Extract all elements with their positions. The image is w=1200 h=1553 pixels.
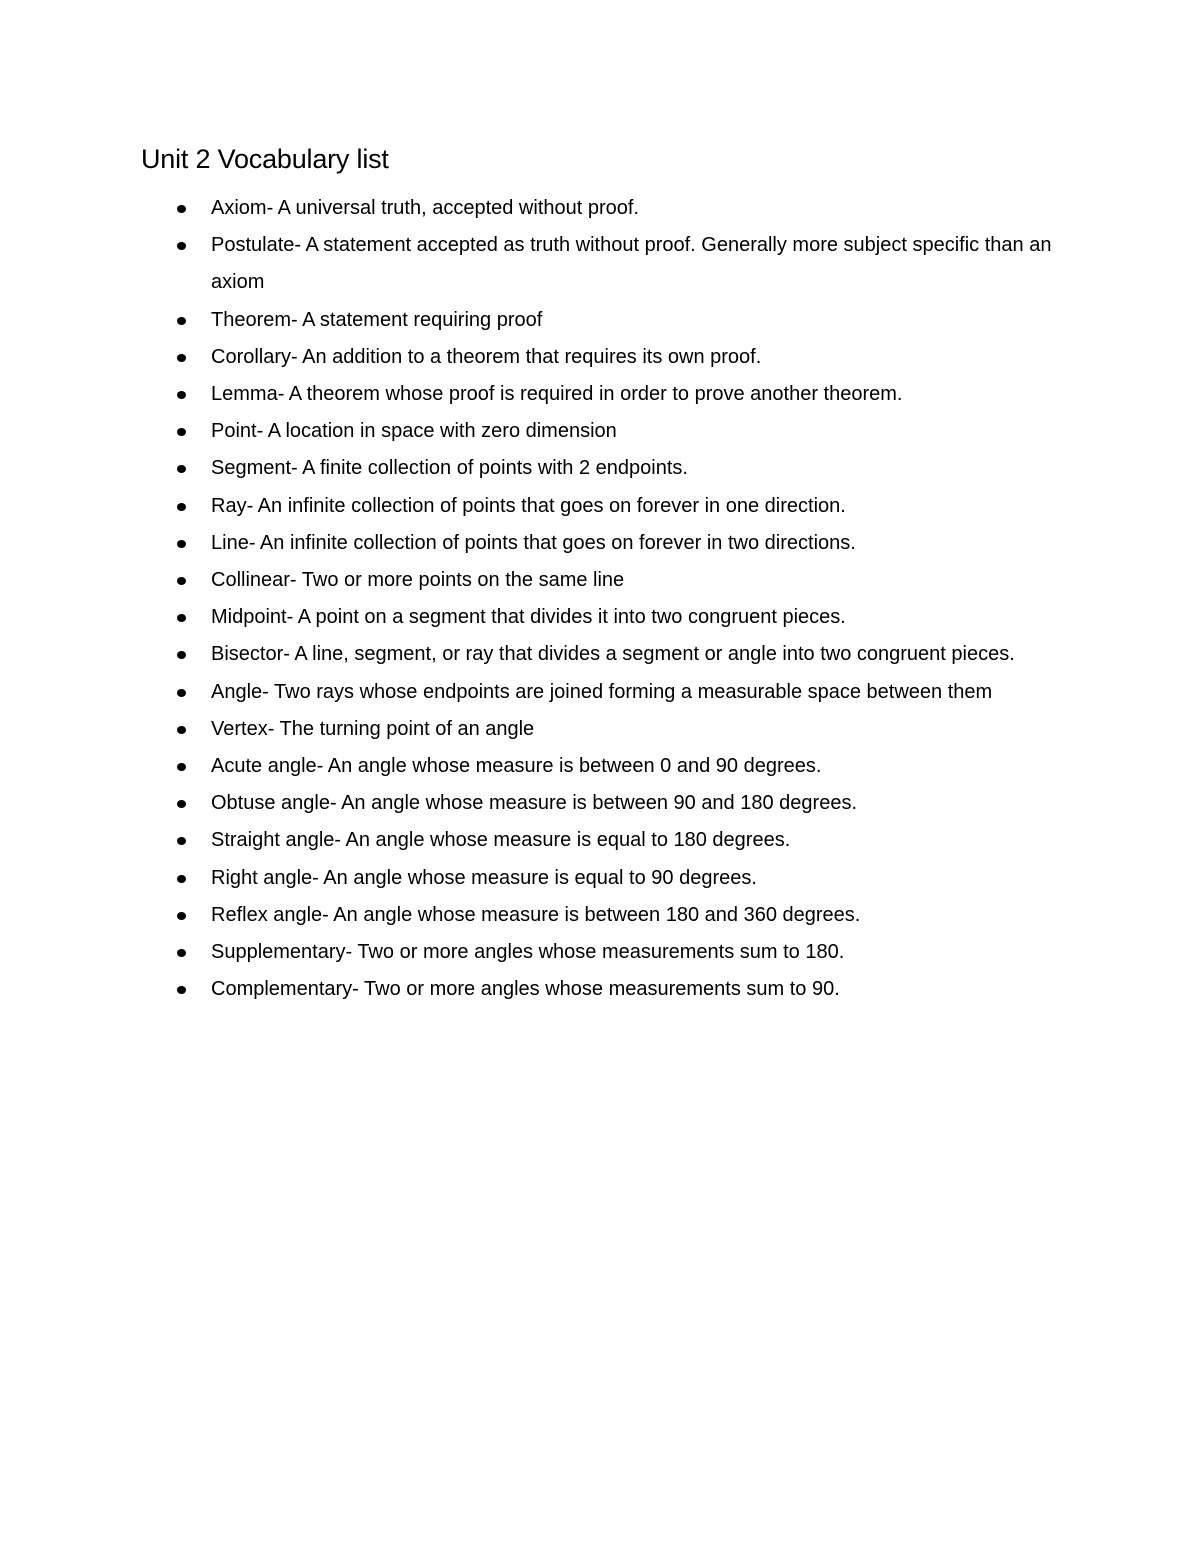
list-item-text: Vertex- The turning point of an angle [211, 717, 535, 740]
list-item-text: Reflex angle- An angle whose measure is between 180 and 360 degrees. [211, 903, 861, 926]
list-item-text: Acute angle- An angle whose measure is between 0 and 90 degrees. [211, 755, 822, 778]
list-item-text: Collinear- Two or more points on the same line [211, 569, 625, 592]
list-item-text: Postulate- A statement accepted as truth without proof. Generally more subject specific than an axiom [211, 234, 1052, 294]
list-item-text: Lemma- A theorem whose proof is required in order to prove another theorem. [211, 383, 903, 406]
bullet-icon [177, 689, 186, 697]
list-item-text: Complementary- Two or more angles whose measurements sum to 90. [211, 978, 840, 1001]
list-item [211, 190, 1071, 227]
list-item [211, 748, 1071, 785]
bullet-icon [177, 540, 186, 548]
bullet-icon [177, 614, 186, 622]
bullet-icon [177, 763, 186, 771]
list-item [211, 860, 1071, 897]
bullet-icon [177, 651, 186, 659]
list-item-text: Segment- A finite collection of points with 2 endpoints. [211, 457, 688, 480]
list-item-text: Midpoint- A point on a segment that divides it into two congruent pieces. [211, 606, 846, 629]
bullet-icon [177, 912, 186, 920]
list-item [211, 785, 1071, 822]
bullet-icon [177, 242, 186, 250]
list-item-text: Bisector- A line, segment, or ray that divides a segment or angle into two congruent pieces. [211, 643, 1015, 666]
bullet-icon [177, 726, 186, 734]
list-item [211, 227, 1071, 301]
list-item [211, 934, 1071, 971]
list-item-text: Angle- Two rays whose endpoints are joined forming a measurable space between them [211, 680, 993, 703]
bullet-icon [177, 428, 186, 436]
list-item [211, 971, 1071, 1008]
bullet-icon [177, 205, 186, 213]
list-item [211, 674, 1071, 711]
list-item-text: Corollary- An addition to a theorem that requires its own proof. [211, 345, 762, 368]
list-item-text: Right angle- An angle whose measure is equal to 90 degrees. [211, 866, 757, 889]
bullet-icon [177, 875, 186, 883]
list-item [211, 339, 1071, 376]
list-item-text: Line- An infinite collection of points that goes on forever in two directions. [211, 531, 856, 554]
list-item-text: Obtuse angle- An angle whose measure is between 90 and 180 degrees. [211, 792, 857, 815]
list-item [211, 897, 1071, 934]
list-item-text: Point- A location in space with zero dimension [211, 420, 617, 443]
bullet-icon [177, 317, 186, 325]
document-title: Unit 2 Vocabulary list [141, 144, 389, 174]
bullet-icon [177, 837, 186, 845]
list-item [211, 302, 1071, 339]
list-item-text: Supplementary- Two or more angles whose measurements sum to 180. [211, 941, 845, 964]
list-item [211, 636, 1071, 673]
list-item [211, 599, 1071, 636]
list-item-text: Axiom- A universal truth, accepted without proof. [211, 197, 639, 219]
list-item-text: Straight angle- An angle whose measure is equal to 180 degrees. [211, 829, 791, 852]
bullet-icon [177, 465, 186, 473]
list-item [211, 488, 1071, 525]
list-item-text: Ray- An infinite collection of points that goes on forever in one direction. [211, 494, 846, 517]
bullet-icon [177, 577, 186, 585]
list-item [211, 413, 1071, 450]
list-item [211, 376, 1071, 413]
bullet-icon [177, 949, 186, 957]
list-item [211, 562, 1071, 599]
list-item [211, 822, 1071, 859]
vocabulary-list [211, 190, 1071, 1008]
list-item [211, 711, 1071, 748]
bullet-icon [177, 986, 186, 994]
list-item-text: Theorem- A statement requiring proof [211, 308, 543, 331]
bullet-icon [177, 800, 186, 808]
list-item [211, 525, 1071, 562]
bullet-icon [177, 354, 186, 362]
bullet-icon [177, 391, 186, 399]
list-item [211, 450, 1071, 487]
bullet-icon [177, 503, 186, 511]
